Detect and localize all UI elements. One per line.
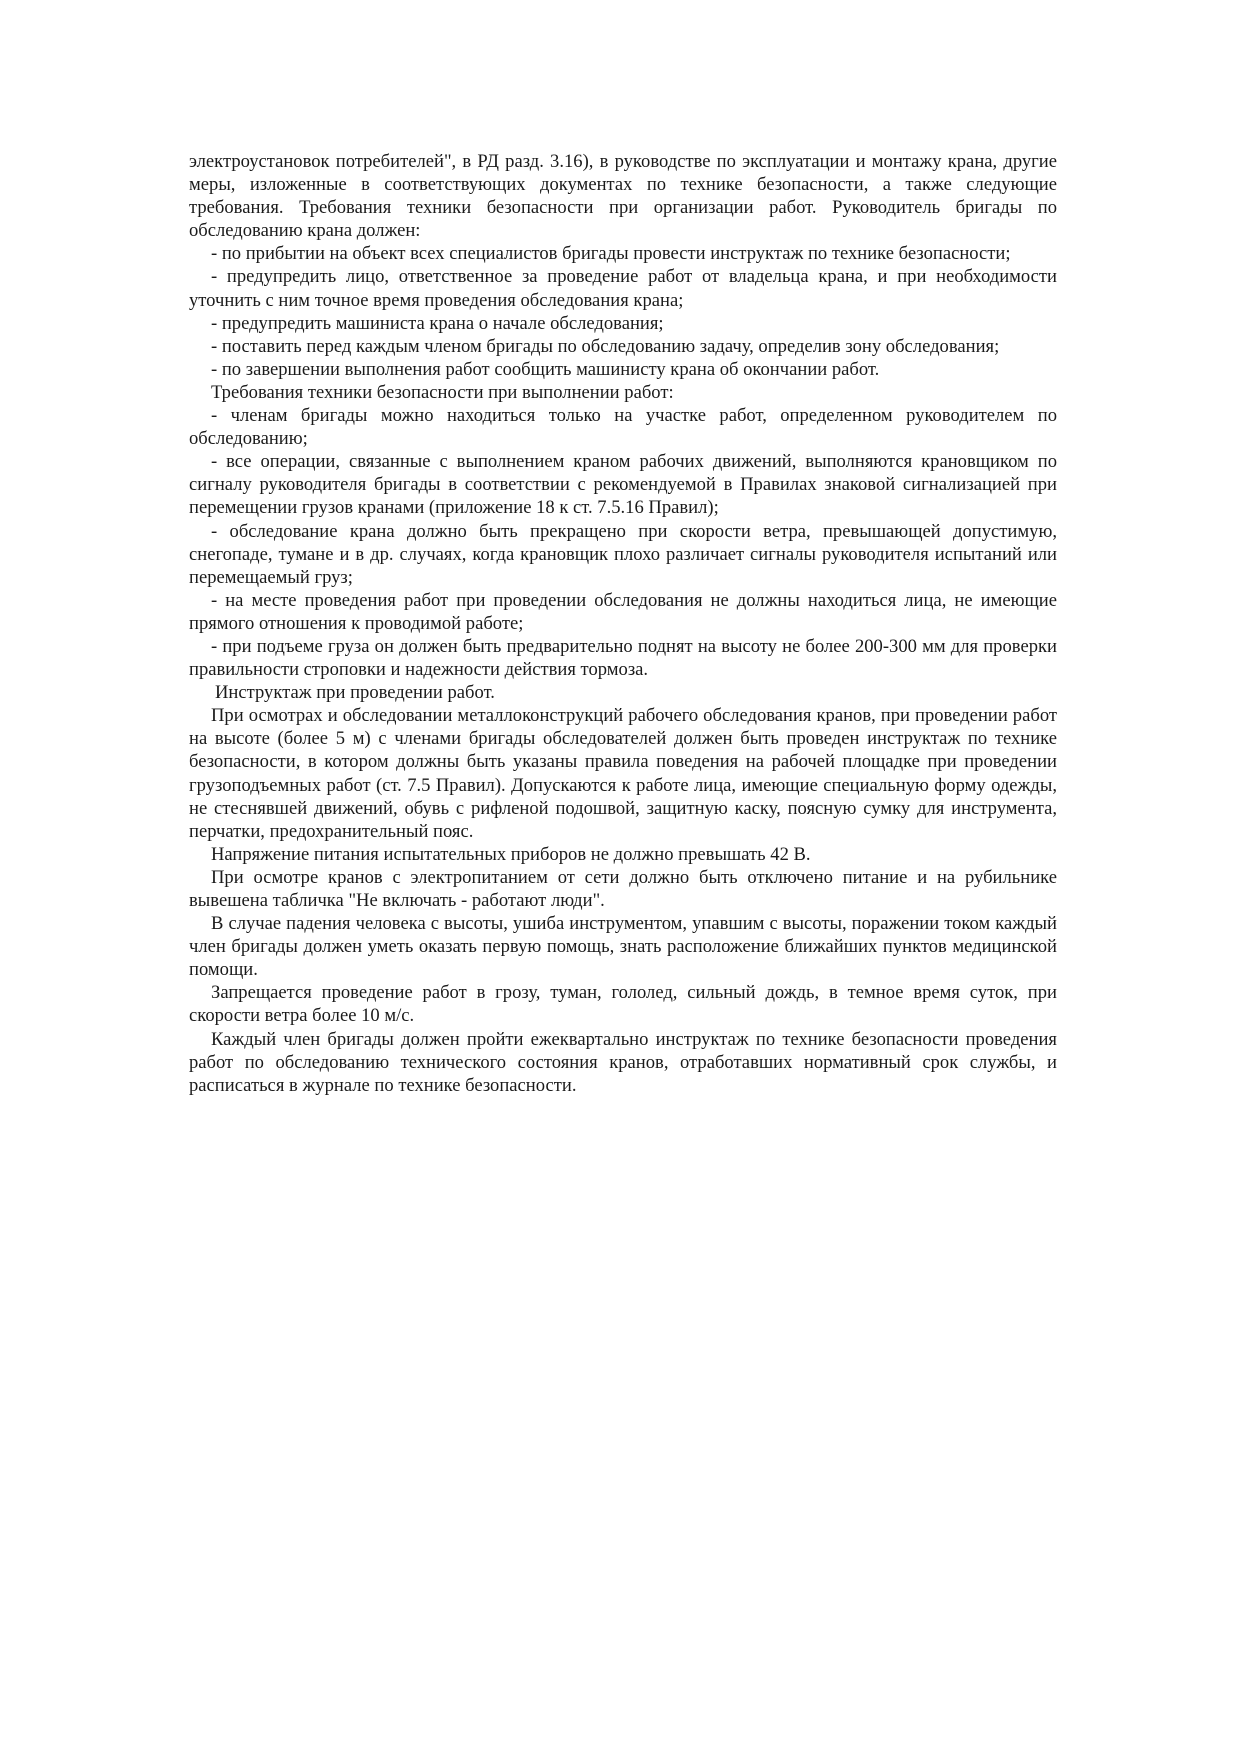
paragraph-list-item: - по прибытии на объект всех специалистов бригады провести инструктаж по технике безопасности; bbox=[211, 243, 1011, 265]
paragraph-body: При осмотре кранов с электропитанием от сети должно быть отключено питание и на рубильнике вывешена табличка "Не включать - работают люди". bbox=[189, 866, 1057, 911]
paragraph-subheading: Требования техники безопасности при выполнении работ: bbox=[211, 381, 674, 403]
paragraph-body: При осмотрах и обследовании металлоконструкций рабочего обследования кранов, при проведении работ на высоте (более 5 м) с членами бригады обследователей должен быть проведен инструктаж по технике безопасности, в котором должны быть указаны правила поведения на рабочей площадке при проведении грузоподъемных работ (ст. 7.5 Правил). Допускаются к работе лица, имеющие специальную форму одежды, не стеснявшей движений, обувь с рифленой подошвой, защитную каску, поясную сумку для инструмента, перчатки, предохранительный пояс. bbox=[189, 705, 1057, 842]
paragraph-subheading: Инструктаж при проведении работ. bbox=[215, 682, 495, 704]
paragraph-list-item: - все операции, связанные с выполнением краном рабочих движений, выполняются крановщиком по сигналу руководителя бригады в соответствии с рекомендуемой в Правилах знаковой сигнализацией при перемещении грузов кранами (приложение 18 к ст. 7.5.16 Правил); bbox=[189, 451, 1057, 519]
paragraph-list-item: - членам бригады можно находиться только на участке работ, определенном руководителем по обследованию; bbox=[189, 405, 1057, 450]
paragraph-list-item: - по завершении выполнения работ сообщить машинисту крана об окончании работ. bbox=[211, 358, 880, 380]
paragraph-list-item: - на месте проведения работ при проведении обследования не должны находиться лица, не имеющие прямого отношения к проводимой работе; bbox=[189, 589, 1057, 634]
paragraph-body: Запрещается проведение работ в грозу, туман, гололед, сильный дождь, в темное время суток, при скорости ветра более 10 м/с. bbox=[189, 982, 1057, 1027]
paragraph-list-item: - предупредить машиниста крана о начале обследования; bbox=[211, 312, 664, 334]
paragraph-list-item: - поставить перед каждым членом бригады по обследованию задачу, определив зону обследования; bbox=[211, 335, 1000, 357]
document-page bbox=[189, 150, 1057, 1097]
paragraph-body: Напряжение питания испытательных приборов не должно превышать 42 В. bbox=[211, 843, 811, 865]
paragraph-list-item: - предупредить лицо, ответственное за проведение работ от владельца крана, и при необходимости уточнить с ним точное время проведения обследования крана; bbox=[189, 266, 1057, 311]
paragraph-intro: электроустановок потребителей", в РД разд. 3.16), в руководстве по эксплуатации и монтажу крана, другие меры, изложенные в соответствующих документах по технике безопасности, а также следующие требования. Требования техники безопасности при организации работ. Руководитель бригады по обследованию крана должен: bbox=[189, 151, 1057, 242]
paragraph-body: Каждый член бригады должен пройти ежеквартально инструктаж по технике безопасности проведения работ по обследованию технического состояния кранов, отработавших нормативный срок службы, и расписаться в журнале по технике безопасности. bbox=[189, 1028, 1057, 1096]
paragraph-body: В случае падения человека с высоты, ушиба инструментом, упавшим с высоты, поражении током каждый член бригады должен уметь оказать первую помощь, знать расположение ближайших пунктов медицинской помощи. bbox=[189, 913, 1057, 981]
paragraph-list-item: - обследование крана должно быть прекращено при скорости ветра, превышающей допустимую, снегопаде, тумане и в др. случаях, когда крановщик плохо различает сигналы руководителя испытаний или перемещаемый груз; bbox=[189, 520, 1057, 588]
paragraph-list-item: - при подъеме груза он должен быть предварительно поднят на высоту не более 200-300 мм для проверки правильности строповки и надежности действия тормоза. bbox=[189, 635, 1057, 681]
